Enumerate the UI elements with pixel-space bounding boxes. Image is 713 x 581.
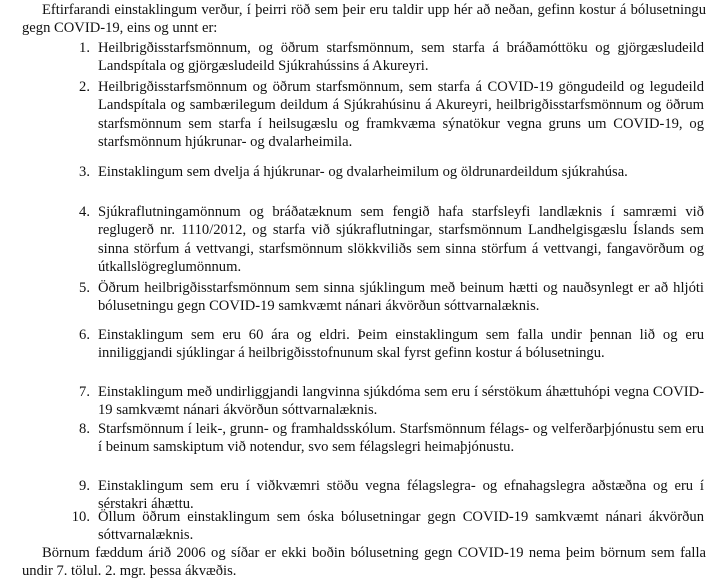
list-item-text: Sjúkraflutningamönnum og bráðatæknum sem fengið hafa starfsleyfi landlæknis í samræmi við reglugerð nr. 1110/2012, og starfa við sjúkraflutningar, starfsmönnum Landhelgisgæslu Íslands sem sinna störfum á vettvangi, starfsmönnum slökkviliðs sem sinna störfum á vettvangi, fangavörðum og útkallslögreglumönnum. xyxy=(98,204,704,275)
list-item-text: Einstaklingum með undirliggjandi langvinna sjúkdóma sem eru í sérstökum áhættuhópi vegna COVID-19 samkvæmt nánari ákvörðun sóttvarnalæknis. xyxy=(98,384,704,419)
intro-paragraph: Eftirfarandi einstaklingum verður, í þeirri röð sem þeir eru taldir upp hér að neðan, gefinn kostur á bólusetningu gegn COVID-19, eins og unnt er: xyxy=(22,2,706,37)
list-item-number: 1. xyxy=(79,40,90,56)
list-item-text: Einstaklingum sem eru 60 ára og eldri. Þeim einstaklingum sem falla undir þennan lið og eru inniliggjandi sjúklingar á heilbrigðisstofnunum skal fyrst gefinn kostur á bólusetningu. xyxy=(98,327,704,362)
list-item-text: Einstaklingum sem dvelja á hjúkrunar- og dvalarheimilum og öldrunardeildum sjúkrahúsa. xyxy=(98,164,628,180)
list-item-text: Starfsmönnum í leik-, grunn- og framhaldsskólum. Starfsmönnum félags- og velferðarþjónustu sem eru í beinum samskiptum við notendur, svo sem félagslegri heimaþjónustu. xyxy=(98,421,704,456)
list-item-text: Heilbrigðisstarfsmönnum, og öðrum starfsmönnum, sem starfa á bráðamóttöku og gjörgæsludeild Landspítala og gjörgæsludeild Sjúkrahússins á Akureyri. xyxy=(98,40,704,75)
list-item-text: Öðrum heilbrigðisstarfsmönnum sem sinna sjúklingum með beinum hætti og nauðsynlegt er að hljóti bólusetningu gegn COVID-19 samkvæmt nánari ákvörðun sóttvarnalæknis. xyxy=(98,280,704,315)
list-item-number: 6. xyxy=(79,327,90,343)
list-item-text: Heilbrigðisstarfsmönnum og öðrum starfsmönnum, sem starfa á COVID-19 göngudeild og legudeild Landspítala og sambærilegum deildum á Sjúkrahúsinu á Akureyri, heilbrigðisstarfsmönnum og öðrum starfsmönnum sem starfa í heilsugæslu og framkvæma sýnatökur vegna gruns um COVID-19, og starfsmönnum hjúkrunar- og dvalarheimila. xyxy=(98,79,704,150)
list-item-number: 7. xyxy=(79,384,90,400)
list-item-number: 4. xyxy=(79,204,90,220)
list-item-number: 10. xyxy=(71,509,90,525)
list-item-number: 2. xyxy=(79,79,90,95)
list-item-number: 5. xyxy=(79,280,90,296)
list-item-number: 3. xyxy=(79,164,90,180)
list-item-text: Einstaklingum sem eru í viðkvæmri stöðu vegna félagslegra- og efnahagslegra aðstæðna og eru í sérstakri áhættu. xyxy=(98,478,704,513)
closing-paragraph: Börnum fæddum árið 2006 og síðar er ekki boðin bólusetning gegn COVID-19 nema þeim börnum sem falla undir 7. tölul. 2. mgr. þessa ákvæðis. xyxy=(22,545,706,580)
list-item-number: 8. xyxy=(79,421,90,437)
list-item-number: 9. xyxy=(79,478,90,494)
list-item-text: Öllum öðrum einstaklingum sem óska bólusetningar gegn COVID-19 samkvæmt nánari ákvörðun sóttvarnalæknis. xyxy=(98,509,704,544)
